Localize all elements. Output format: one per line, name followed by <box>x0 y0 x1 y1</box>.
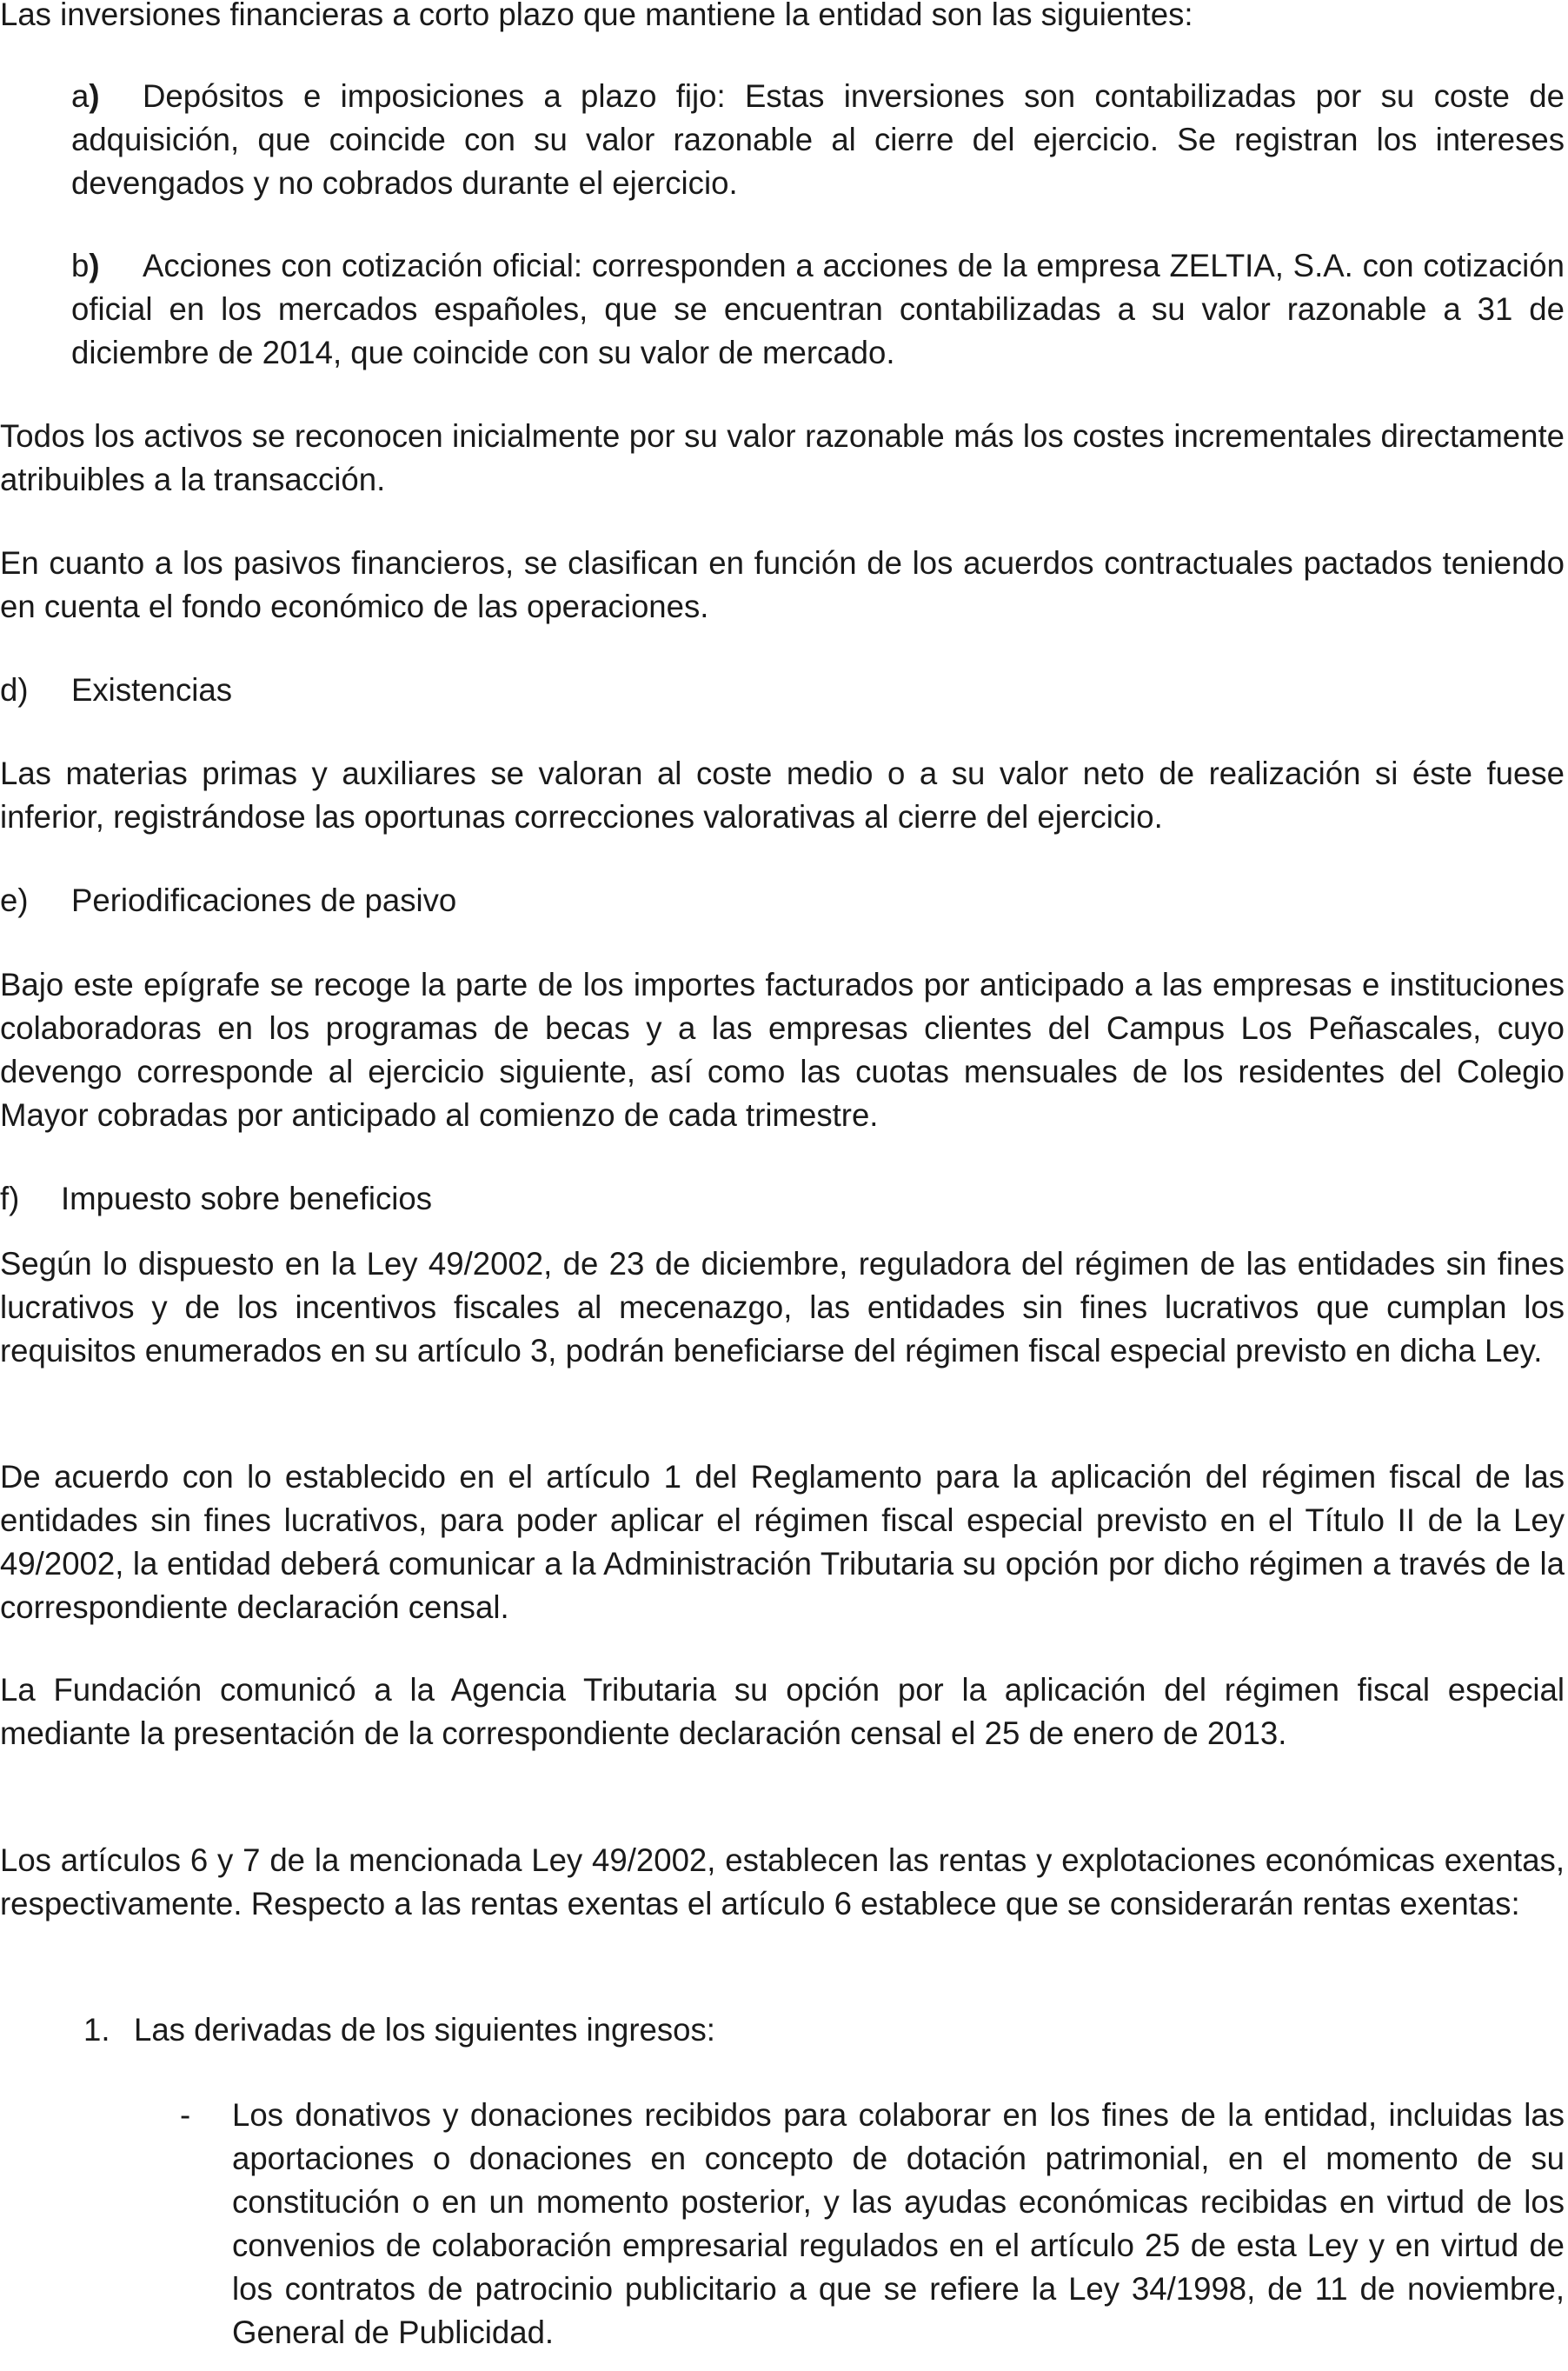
section-f-title: Impuesto sobre beneficios <box>61 1181 432 1216</box>
item-a-marker: a) <box>71 78 100 114</box>
numbered-item-1-text: Las derivadas de los siguientes ingresos: <box>134 2012 715 2048</box>
section-heading-impuesto <box>0 1177 432 1221</box>
list-item-a <box>71 75 1565 205</box>
section-heading-periodificaciones <box>0 879 456 922</box>
intro-paragraph: Las inversiones financieras a corto plazo que mantiene la entidad son las siguientes: <box>0 0 1193 32</box>
item-b-marker: b) <box>71 248 100 283</box>
paragraph-ley: Según lo dispuesto en la Ley 49/2002, de 23 de diciembre, reguladora del régimen de las entidades sin fines lucrativos y de los incentivos fiscales al mecenazgo, las entidades sin fines lucrativos que cumplan los requisitos enumerados en su artículo 3, podrán beneficiarse del régimen fiscal especial previsto en dicha Ley. <box>0 1246 1565 1369</box>
paragraph-fundacion: La Fundación comunicó a la Agencia Tributaria su opción por la aplicación del régimen fiscal especial mediante la presentación de la correspondiente declaración censal el 25 de enero de 2013. <box>0 1672 1565 1751</box>
list-item-b <box>71 244 1565 375</box>
section-e-marker: e) <box>0 882 29 918</box>
section-d-marker: d) <box>0 672 29 708</box>
numbered-item-1 <box>83 2008 715 2052</box>
paragraph-activos: Todos los activos se reconocen inicialmente por su valor razonable más los costes incrementales directamente atribuibles a la transacción. <box>0 418 1565 497</box>
paragraph-reglamento: De acuerdo con lo establecido en el artículo 1 del Reglamento para la aplicación del régimen fiscal de las entidades sin fines lucrativos, para poder aplicar el régimen fiscal especial previsto en el Título II de la Ley 49/2002, la entidad deberá comunicar a la Administración Tributaria su opción por dicho régimen a través de la correspondiente declaración censal. <box>0 1459 1565 1625</box>
item-a-text: Depósitos e imposiciones a plazo fijo: Estas inversiones son contabilizadas por su coste de adquisición, que coincide con su valor razonable al cierre del ejercicio. Se registran los intereses devengados y no cobrados durante el ejercicio. <box>71 78 1565 201</box>
section-d-title: Existencias <box>71 672 232 708</box>
paragraph-existencias: Las materias primas y auxiliares se valoran al coste medio o a su valor neto de realización si éste fuese inferior, registrándose las oportunas correcciones valorativas al cierre del ejercicio. <box>0 756 1565 835</box>
section-f-marker: f) <box>0 1181 20 1216</box>
numbered-item-1-number: 1. <box>83 2012 110 2048</box>
paragraph-pasivos: En cuanto a los pasivos financieros, se clasifican en función de los acuerdos contractuales pactados teniendo en cuenta el fondo económico de las operaciones. <box>0 545 1565 624</box>
dash-item-text: Los donativos y donaciones recibidos para colaborar en los fines de la entidad, incluidas las aportaciones o donaciones en concepto de dotación patrimonial, en el momento de su constitución o en un momento posterior, y las ayudas económicas recibidas en virtud de los convenios de colaboración empresarial regulados en el artículo 25 de esta Ley y en virtud de los contratos de patrocinio publicitario a que se refiere la Ley 34/1998, de 11 de noviembre, General de Publicidad. <box>232 2097 1565 2350</box>
dash-bullet: - <box>180 2097 191 2133</box>
dash-item-donativos <box>180 2094 1565 2354</box>
section-e-title: Periodificaciones de pasivo <box>71 882 457 918</box>
paragraph-articulos: Los artículos 6 y 7 de la mencionada Ley 49/2002, establecen las rentas y explotaciones económicas exentas, respectivamente. Respecto a las rentas exentas el artículo 6 establece que se considerarán rentas exentas: <box>0 1842 1565 1921</box>
paragraph-periodificaciones: Bajo este epígrafe se recoge la parte de los importes facturados por anticipado a las empresas e instituciones colaboradoras en los programas de becas y a las empresas clientes del Campus Los Peñascales, cuyo devengo corresponde al ejercicio siguiente, así como las cuotas mensuales de los residentes del Colegio Mayor cobradas por anticipado al comienzo de cada trimestre. <box>0 967 1565 1133</box>
item-b-text: Acciones con cotización oficial: corresponden a acciones de la empresa ZELTIA, S.A. con cotización oficial en los mercados españoles, que se encuentran contabilizadas a su valor razonable a 31 de diciembre de 2014, que coincide con su valor de mercado. <box>71 248 1565 370</box>
section-heading-existencias <box>0 669 232 712</box>
